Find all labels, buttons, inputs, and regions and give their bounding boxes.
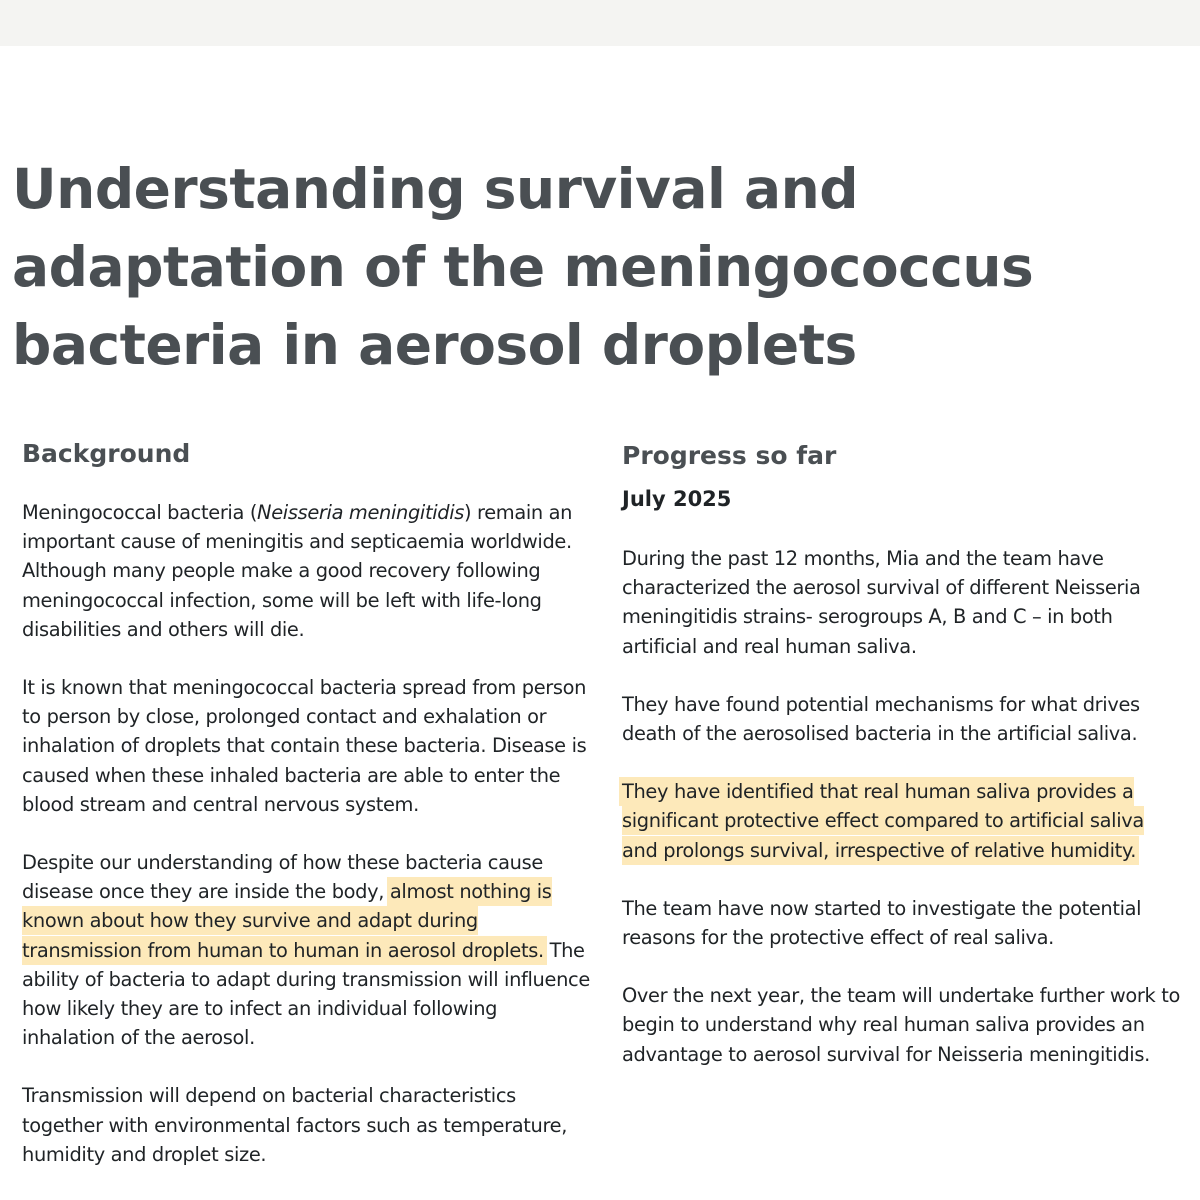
progress-paragraph-5: Over the next year, the team will undertake further work to begin to understand why real human saliva provides an advantage to aerosol survival for Neisseria meningitidis. [622, 984, 1180, 1066]
background-paragraph-1: Meningococcal bacteria (Neisseria meningitidis) remain an important cause of meningitis and septicaemia worldwide. Although many people make a good recovery following meningococcal infection, some will be left with life-long disabilities and others will die. [22, 501, 573, 641]
background-paragraph-3: Despite our understanding of how these bacteria cause disease once they are inside the body, almost nothing is known about how they survive and adapt during transmission from human to human in aerosol droplets. The ability of bacteria to adapt during transmission will influence how likely they are to infect an individual following inhalation of the aerosol. [22, 851, 590, 1050]
progress-paragraph-1: During the past 12 months, Mia and the team have characterized the aerosol survival of different Neisseria meningitidis strains- serogroups A, B and C – in both artificial and real human saliva. [622, 547, 1141, 658]
background-column [22, 436, 592, 1198]
progress-heading: Progress so far [622, 441, 837, 470]
highlighted-text: They have identified that real human saliva provides a significant protective effect compared to artificial saliva and prolongs survival, irrespective of relative humidity. [622, 780, 1144, 862]
background-paragraph-4: Transmission will depend on bacterial characteristics together with environmental factors such as temperature, humidity and droplet size. [22, 1084, 568, 1166]
background-paragraph-2: It is known that meningococcal bacteria spread from person to person by close, prolonged contact and exhalation or inhalation of droplets that contain these bacteria. Disease is caused when these inhaled bacteria are able to enter the blood stream and central nervous system. [22, 676, 587, 816]
page-title: Understanding survival and adaptation of the meningococcus bacteria in aerosol droplets [12, 157, 1034, 377]
species-name: Neisseria meningitidis [257, 501, 464, 524]
progress-paragraph-4: The team have now started to investigate the potential reasons for the protective effect of real saliva. [622, 896, 1142, 950]
top-bar [0, 0, 1200, 46]
progress-date: July 2025 [622, 487, 732, 511]
progress-column [622, 438, 1182, 1098]
progress-paragraph-2: They have found potential mechanisms for what drives death of the aerosolised bacteria in the artificial saliva. [622, 692, 1140, 746]
background-heading: Background [22, 439, 191, 468]
highlighted-text: almost nothing is known about how they survive and adapt during transmission from human to human in aerosol droplets. [22, 880, 552, 962]
progress-paragraph-3 [622, 777, 1182, 865]
